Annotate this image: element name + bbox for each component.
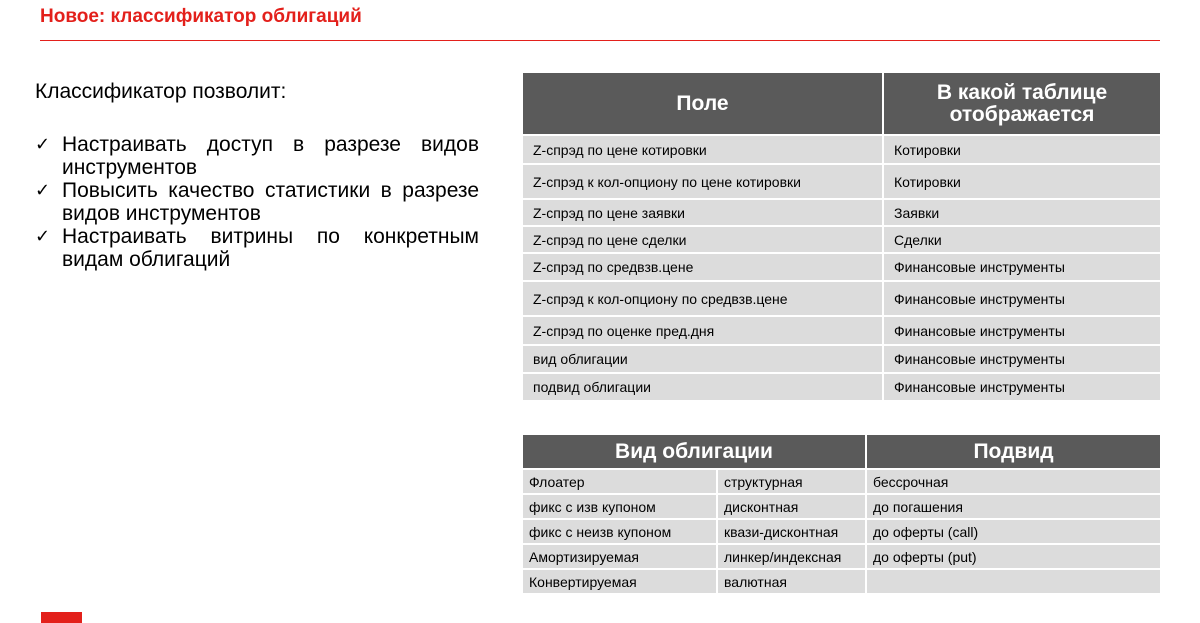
table-cell: до погашения [867, 495, 1160, 518]
table-cell: Финансовые инструменты [884, 346, 1160, 372]
title-divider [40, 40, 1160, 41]
table-row [523, 520, 1160, 543]
bond-types-table [521, 433, 1162, 595]
table-cell: линкер/индексная [718, 545, 865, 568]
table-row [523, 136, 1160, 163]
benefit-item [35, 179, 479, 225]
table-cell: Сделки [884, 227, 1160, 252]
table-row [523, 317, 1160, 344]
check-icon: ✓ [35, 134, 51, 155]
table-cell: Z-спрэд к кол-опциону по средвзв.цене [523, 282, 882, 315]
table-row [523, 282, 1160, 315]
table-row [523, 227, 1160, 252]
table-cell: Котировки [884, 136, 1160, 163]
benefit-text: Настраивать витрины по конкретным видам облигаций [62, 225, 479, 271]
table-cell: подвид облигации [523, 374, 882, 400]
table-row [523, 470, 1160, 493]
table-cell: Амортизируемая [523, 545, 716, 568]
header-subtype: Подвид [867, 435, 1160, 468]
table-cell: Z-спрэд по цене котировки [523, 136, 882, 163]
table-header-row [523, 435, 1160, 468]
table-cell: дисконтная [718, 495, 865, 518]
table-cell: Финансовые инструменты [884, 282, 1160, 315]
table-cell: Z-спрэд по оценке пред.дня [523, 317, 882, 344]
table-cell: Котировки [884, 165, 1160, 198]
table-row [523, 254, 1160, 280]
intro-text: Классификатор позволит: [35, 80, 287, 103]
benefit-item [35, 225, 479, 271]
header-table: В какой таблице отображается [884, 73, 1160, 134]
table-row [523, 374, 1160, 400]
table-cell: структурная [718, 470, 865, 493]
table-cell: Z-спрэд по средвзв.цене [523, 254, 882, 280]
table-row [523, 165, 1160, 198]
table-cell [867, 570, 1160, 593]
benefit-text: Настраивать доступ в разрезе видов инструментов [62, 133, 479, 179]
table-cell: фикс с изв купоном [523, 495, 716, 518]
table-header-row [523, 73, 1160, 134]
table-cell: Финансовые инструменты [884, 254, 1160, 280]
table-cell: Финансовые инструменты [884, 374, 1160, 400]
table-cell: бессрочная [867, 470, 1160, 493]
table-cell: Финансовые инструменты [884, 317, 1160, 344]
benefit-item [35, 133, 479, 179]
page-title: Новое: классификатор облигаций [40, 6, 362, 27]
table-cell: квази-дисконтная [718, 520, 865, 543]
table-cell: Z-спрэд по цене сделки [523, 227, 882, 252]
fields-table [521, 71, 1162, 402]
table-cell: Z-спрэд к кол-опциону по цене котировки [523, 165, 882, 198]
table-row [523, 495, 1160, 518]
table-cell: валютная [718, 570, 865, 593]
table-row [523, 346, 1160, 372]
table-cell: до оферты (call) [867, 520, 1160, 543]
table-cell: Флоатер [523, 470, 716, 493]
brand-mark [41, 612, 82, 623]
table-cell: вид облигации [523, 346, 882, 372]
benefit-text: Повысить качество статистики в разрезе видов инструментов [62, 179, 479, 225]
table-row [523, 545, 1160, 568]
check-icon: ✓ [35, 180, 51, 201]
table-cell: Заявки [884, 200, 1160, 225]
benefits-list [35, 133, 479, 271]
table-row [523, 570, 1160, 593]
check-icon: ✓ [35, 226, 51, 247]
table-row [523, 200, 1160, 225]
table-cell: фикс с неизв купоном [523, 520, 716, 543]
header-bond-type: Вид облигации [523, 435, 865, 468]
header-field: Поле [523, 73, 882, 134]
table-cell: Z-спрэд по цене заявки [523, 200, 882, 225]
table-cell: до оферты (put) [867, 545, 1160, 568]
table-cell: Конвертируемая [523, 570, 716, 593]
